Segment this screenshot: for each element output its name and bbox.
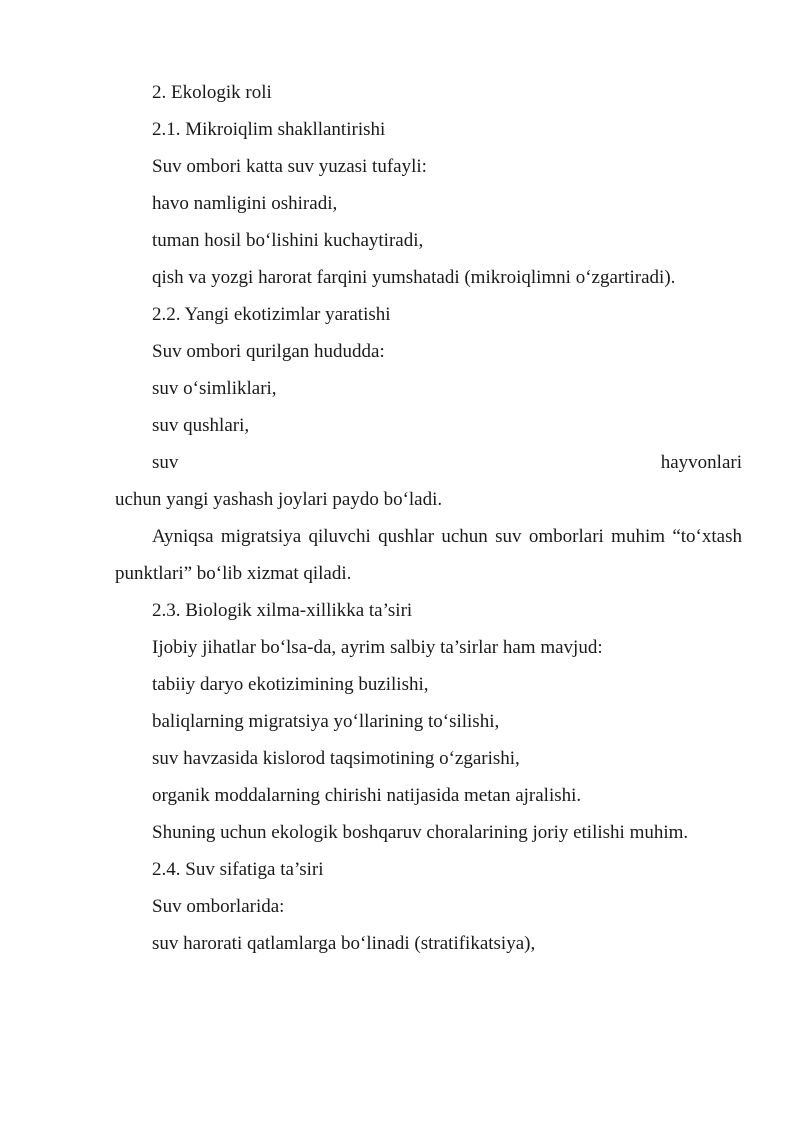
list-item: tuman hosil bo‘lishini kuchaytiradi, [152, 230, 424, 251]
body-paragraph: Suv ombori qurilgan hududda: [152, 341, 385, 362]
body-paragraph: Ayniqsa migratsiya qiluvchi qushlar uchun suv omborlari muhim “to‘xtash punktlari” bo‘lib xizmat qiladi. [115, 526, 742, 584]
body-paragraph: Ijobiy jihatlar bo‘lsa-da, ayrim salbiy ta’sirlar ham mavjud: [152, 637, 603, 658]
list-item: tabiiy daryo ekotizimining buzilishi, [152, 674, 429, 695]
list-item: suv havzasida kislorod taqsimotining o‘zgarishi, [152, 748, 520, 769]
list-item: suv harorati qatlamlarga bo‘linadi (stratifikatsiya), [152, 933, 536, 954]
list-item: organik moddalarning chirishi natijasida metan ajralishi. [152, 785, 582, 806]
list-item: havo namligini oshiradi, [152, 193, 338, 214]
body-paragraph: Suv omborlarida: [152, 896, 285, 917]
list-item-justified [115, 444, 742, 481]
list-item: baliqlarning migratsiya yo‘llarining to‘silishi, [152, 711, 500, 732]
subsection-heading: 2.3. Biologik xilma-xillikka ta’siri [152, 600, 413, 621]
subsection-heading: 2.4. Suv sifatiga ta’siri [152, 859, 324, 880]
list-item: suv o‘simliklari, [152, 378, 277, 399]
section-heading: 2. Ekologik roli [152, 82, 272, 103]
list-item-word: suv [152, 452, 179, 473]
document-body [115, 74, 742, 962]
body-paragraph: Suv ombori katta suv yuzasi tufayli: [152, 156, 427, 177]
body-paragraph-continuation: uchun yangi yashash joylari paydo bo‘ladi. [115, 489, 443, 510]
list-item-word: hayvonlari [660, 452, 742, 473]
list-item: suv qushlari, [152, 415, 250, 436]
subsection-heading: 2.2. Yangi ekotizimlar yaratishi [152, 304, 391, 325]
list-item: qish va yozgi harorat farqini yumshatadi (mikroiqlimni o‘zgartiradi). [152, 267, 676, 288]
subsection-heading: 2.1. Mikroiqlim shakllantirishi [152, 119, 386, 140]
body-paragraph: Shuning uchun ekologik boshqaruv choralarining joriy etilishi muhim. [152, 822, 689, 843]
